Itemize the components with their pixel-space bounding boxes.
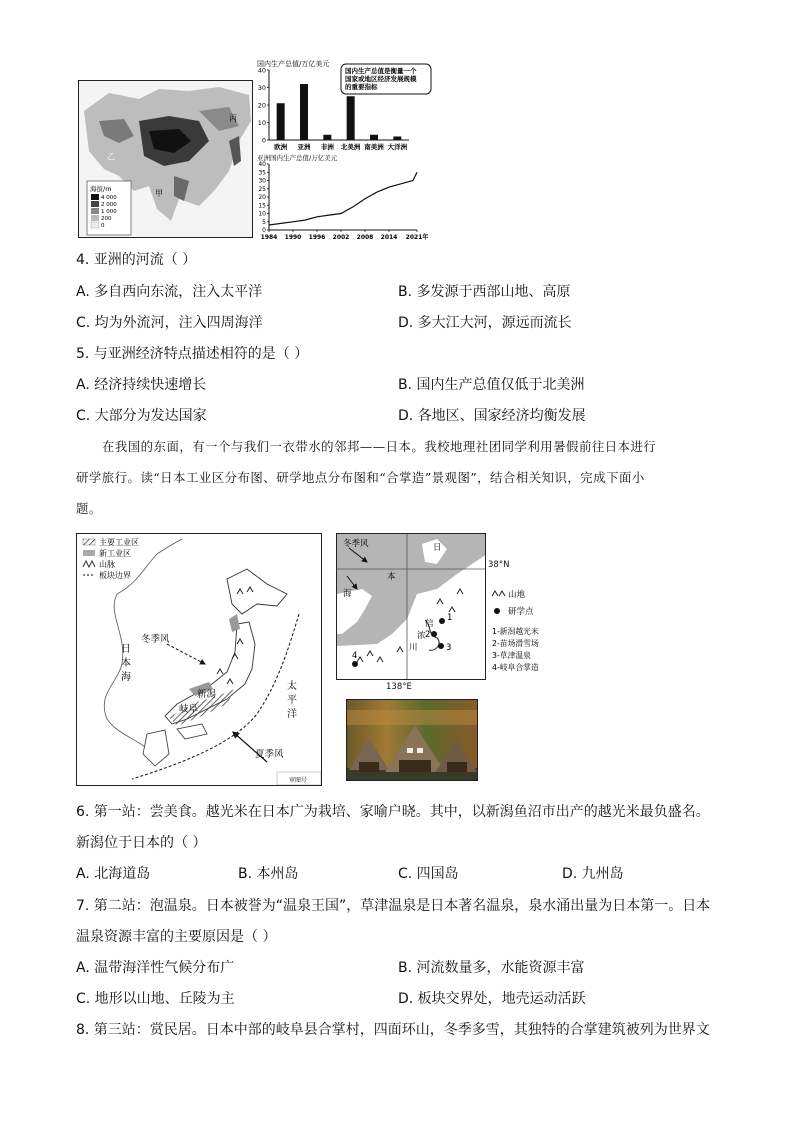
gdp-bar (323, 135, 331, 140)
line-y-tick-label: 25 (258, 185, 266, 193)
study-map-lon: 138°E (386, 682, 412, 692)
gdp-y-tick-label: 0 (261, 136, 266, 145)
study-point-2: 2 (425, 630, 431, 640)
question-7-stem-line-2: 温泉资源丰富的主要原因是（ ） (76, 929, 277, 945)
gdp-y-tick-label: 40 (257, 66, 266, 75)
study-point-4: 4 (352, 651, 358, 661)
elevation-level: 200 (101, 216, 112, 222)
gdp-annotation-line: 国内生产总值是衡量一个 (345, 67, 417, 75)
line-x-tick-label: 1984 (260, 234, 278, 241)
gdp-bar (277, 103, 285, 140)
line-y-tick-label: 0 (262, 227, 266, 235)
elevation-level: 1 000 (101, 209, 117, 215)
line-x-tick-label: 2021年 (405, 234, 429, 241)
question-6-stem-line-1: 6. 第一站：尝美食。越光米在日本广为栽培、家喻户晓。其中，以新潟鱼沼市出产的越光米最负盛名。 (76, 804, 710, 820)
study-label-winter-wind: 冬季风 (343, 539, 369, 549)
gdp-bar (347, 96, 355, 140)
line-y-tick-label: 20 (258, 194, 266, 202)
elevation-level: 2 000 (101, 202, 117, 208)
study-label-ri: 日 (433, 543, 442, 553)
legend-mountain: 山地 (508, 590, 526, 600)
q7-option-a[interactable]: A. 温带海洋性气候分布广 (76, 960, 235, 976)
passage-line-1: 在我国的东面，有一个与我们一衣带水的邻邦——日本。我校地理社团同学利用暑假前往日本进行 (102, 439, 657, 454)
label-ri: 日 (121, 644, 131, 655)
asia-gdp-line-chart (255, 154, 435, 244)
gdp-x-tick-label: 欧洲 (274, 143, 288, 151)
label-ben: 本 (121, 658, 131, 669)
question-4-stem: 4. 亚洲的河流（ ） (76, 252, 197, 268)
q7-option-c[interactable]: C. 地形以山地、丘陵为主 (76, 991, 235, 1007)
study-point-name-2: 2-苗场滑雪场 (492, 639, 539, 648)
label-winter-wind: 冬季风 (141, 634, 170, 645)
gdp-annotation-line: 的重要指标 (345, 83, 378, 91)
question-7-stem-line-1: 7. 第二站：泡温泉。日本被誉为“温泉王国”，草津温泉是日本著名温泉，泉水涌出量为日本第一。日本 (76, 898, 711, 914)
study-point-name-3: 3-草津温泉 (492, 651, 531, 660)
q4-option-d[interactable]: D. 多大江大河，源远而流长 (398, 315, 572, 331)
q7-option-d[interactable]: D. 板块交界处，地壳运动活跃 (398, 991, 586, 1007)
asia-gdp-series-line (269, 172, 417, 225)
q5-option-a[interactable]: A. 经济持续快速增长 (76, 377, 207, 393)
question-5-stem: 5. 与亚洲经济特点描述相符的是（ ） (76, 346, 309, 362)
study-point-name-4: 4-岐阜合掌造 (492, 663, 539, 672)
map-label-jia: 甲 (155, 189, 163, 198)
gdp-annotation-line: 国家或地区经济发展规模 (345, 75, 417, 83)
gdp-x-tick-label: 大洋洲 (387, 143, 408, 151)
study-point-1: 1 (447, 613, 453, 623)
q6-option-c[interactable]: C. 四国岛 (398, 866, 459, 882)
study-label-ben: 本 (387, 572, 396, 582)
q7-option-b[interactable]: B. 河流数量多，水能资源丰富 (398, 960, 585, 976)
q5-option-b[interactable]: B. 国内生产总值仅低于北美洲 (398, 377, 585, 393)
label-gifu: 岐阜 (179, 704, 199, 715)
gdp-y-tick-label: 10 (257, 119, 266, 127)
elevation-level: 4 000 (101, 195, 117, 201)
map-approval-stamp: 审图号 (289, 777, 308, 784)
gdp-x-tick-label: 亚洲 (297, 143, 311, 151)
line-y-tick-label: 30 (258, 177, 266, 185)
q5-option-d[interactable]: D. 各地区、国家经济均衡发展 (398, 408, 586, 424)
gdp-y-tick-label: 30 (257, 84, 266, 92)
q5-option-c[interactable]: C. 大部分为发达国家 (76, 408, 207, 424)
study-label-hai: 海 (343, 589, 352, 599)
line-y-tick-label: 15 (258, 202, 266, 210)
map-label-bing: 丙 (229, 114, 237, 123)
label-tai: 太 (287, 681, 297, 692)
gdp-bar (370, 135, 378, 140)
elevation-level: 0 (101, 223, 105, 229)
legend-study-point: 研学点 (508, 607, 534, 617)
line-x-tick-label: 1996 (308, 234, 326, 241)
q4-option-c[interactable]: C. 均为外流河，注入四周海洋 (76, 315, 263, 331)
gdp-ylabel: 国内生产总值/万亿美元 (257, 60, 330, 68)
gdp-y-tick-label: 20 (257, 101, 266, 110)
study-label-chuan: 川 (409, 643, 418, 653)
gassho-zukuri-photo (346, 699, 478, 781)
line-x-tick-label: 2014 (380, 234, 398, 241)
q4-option-b[interactable]: B. 多发源于西部山地、高原 (398, 284, 571, 300)
study-location-map (336, 533, 486, 680)
question-8-stem-line-1: 8. 第三站：赏民居。日本中部的岐阜县合掌村，四面环山，冬季多雪，其独特的合掌建筑被列为世界文 (76, 1022, 710, 1038)
asia-gdp-ylabel: 亚洲国内生产总值/万亿美元 (257, 154, 338, 162)
passage-line-3: 题。 (76, 501, 102, 516)
q6-option-b[interactable]: B. 本州岛 (238, 866, 299, 882)
line-y-tick-label: 40 (258, 161, 266, 169)
study-map-lat: 38°N (488, 560, 510, 570)
gdp-x-tick-label: 非洲 (320, 143, 334, 151)
line-x-tick-label: 1990 (284, 234, 302, 241)
gdp-bar-chart (255, 58, 435, 158)
study-point-name-1: 1-新潟越光米 (492, 627, 539, 636)
line-y-tick-label: 10 (258, 210, 266, 218)
gdp-bar (300, 84, 308, 140)
gdp-x-tick-label: 南美洲 (364, 143, 384, 151)
line-y-tick-label: 5 (262, 218, 266, 226)
line-x-tick-label: 2008 (356, 234, 374, 241)
elevation-legend-title: 海拔/m (90, 185, 112, 193)
label-yang: 洋 (287, 709, 297, 720)
question-6-stem-line-2: 新潟位于日本的（ ） (76, 835, 207, 851)
q6-option-a[interactable]: A. 北海道岛 (76, 866, 151, 882)
legend-main-industry: 主要工业区 (99, 538, 139, 547)
label-ping: 平 (287, 695, 297, 706)
asia-relief-map (78, 80, 253, 238)
line-x-tick-label: 2002 (332, 234, 350, 241)
map-label-yi: 乙 (107, 152, 115, 161)
study-point-3: 3 (446, 643, 452, 653)
legend-mountains: 山脉 (99, 560, 115, 569)
label-niigata: 新潟 (197, 689, 217, 700)
legend-new-industry: 新工业区 (99, 549, 131, 558)
study-label-xin: 信 (425, 619, 434, 629)
q4-option-a[interactable]: A. 多自西向东流，注入太平洋 (76, 284, 263, 300)
line-y-tick-label: 35 (258, 169, 266, 177)
label-hai: 海 (121, 672, 131, 683)
gdp-x-tick-label: 北美洲 (340, 143, 361, 151)
label-summer-wind: 夏季风 (255, 749, 284, 760)
passage-line-2: 研学旅行。读“日本工业区分布图、研学地点分布图和“合掌造”景观图”，结合相关知识，完成下面小 (76, 470, 645, 485)
study-label-nong: 浓 (417, 631, 426, 641)
legend-plate-boundary: 板块边界 (99, 571, 131, 580)
japan-industry-map (76, 533, 322, 786)
q6-option-d[interactable]: D. 九州岛 (562, 866, 624, 882)
study-legend (490, 586, 570, 676)
gdp-bar (393, 137, 401, 141)
